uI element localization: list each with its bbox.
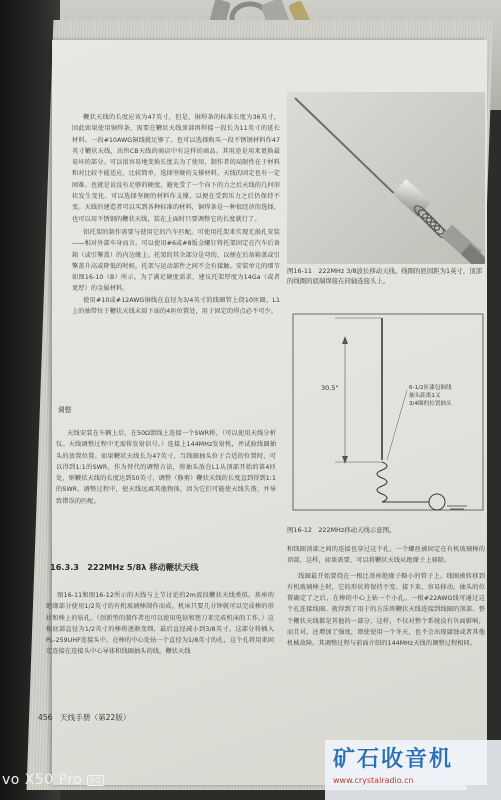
body-text-right [287,544,485,650]
figure-caption: 图16-11 222MHz 3/8波长移动天线。线圈的匝间距为1英寸，顶部的线圈的底端焊接在同轴连接头上。 [287,267,483,285]
antenna-photo [287,92,485,264]
dimension-label: 30.5" [321,384,339,392]
page-footer: 456 天线手册（第22版） [38,713,131,722]
body-text-bottom [46,590,274,658]
section-heading: 16.3.3 222MHz 5/8λ 移动鞭状天线 [50,562,199,572]
paragraph: 使用#10或#12AWG铜线在直径为3/4英寸的线圈管上绕10匝圈，L1上的抽带位于鞭状天线末端下面的4匝位置处，用于固定的焊点必不可少。 [72,296,280,316]
paragraph: 图16-11和图16-12所示的天线与上节讨论的2m波段鞭状天线类似。基座的绝缘部分使用1/2英寸的有机玻璃棒制作而成。机床只要几分钟就可以完成棒的形状和棒上的钻孔。（创新型的制作者也可以使用电钻和锉刀来完成机床的工作。）这根底部直径为1/2英寸的棒将逐渐变细，最后直径减小到3/8英寸。这部分将插入PL-259UHF连接头中。在棒的中心处钻一个直径为1/8英寸的孔，这个孔将用来固定连接在连接头中心导体和线圈抽头的线。鞭状天线 [46,592,274,656]
paragraph: 线圈最开始要绕在一根比基座绝缘子略小的管子上。线圈被转移到有机玻璃棒上时，它的形状将保持不变。接下来，容易移动。抽头的位置确定了之后，在棒的中心上钻一个小孔。一根#22AWG线可通过这个孔连接线圈。就得到了用于的方法将鞭状天线连接到线圈的顶部。整个鞭状天线都是其他的一部分，这样，不仅对整个系统没有负面影响，而且对，还增加了强度，即使使用一个冬天，也不会出现腐蚀或者其他机械故障。其调整过程与前面介绍的144MHz天线的调整过程相同。 [287,572,485,648]
coil-note: 6-1/2匝漆包铜线 抽头距离1又 3/4圈的位置抽头 [409,385,452,407]
figure-caption: 图16-12 222MHz移动天线示意图。 [287,526,396,534]
paragraph: 铝托架的制作需要与使用它的汽车匹配。可使用托架来实现无损孔安装——相对外部车身而言。可以使用#6或#8钣金螺钉将托架固定在汽车后备箱（或引擎盖）的内边缘上。托架的其余部分是弯的，以便在后备箱盖或引擎盖升高或降低的时候，托架与运动部件之间不会有接触。安装单元的细节如图16-10（B）所示。为了满足硬度需求，建议托架厚度为14Ga（或者更厚）的金属材料。 [72,228,280,293]
watermark-title: 矿石收音机 [333,747,454,772]
body-text-tuning [56,428,276,507]
paragraph: 和线圈顶部之间的连接也穿过这个孔。一个螺丝被固定在有机玻璃棒的顶部，这样，如果需要，可以将鞭状天线从绝缘子上移除。 [287,546,485,565]
camera-badge: 5G [89,775,102,785]
camera-stamp [2,772,104,788]
paragraph: 天线安装在车辆上后，在50Ω馈线上连接一个SWR桥。（可以使用天线分析仪。天线调整过程中无需传发射信号。）连接上144MHz发射机，并试验线圈抽头的放置位置。如果鞭状天线长为47英寸，当线圈抽头位于合适的位置时，可以得到1:1的SWR。作为替代的调整方法，将抽头放在L1从顶部开始的第4匝处，则鞭状天线的长度达到50英寸，调整（修剪）鞭状天线的长度直到得到1:1的SWR。调整过程中，使天线远离其他物体，因为它们可能使天线失谐，并导致错误的匹配。 [56,430,276,505]
antenna-photo-image [287,92,485,264]
antenna-diagram-svg [287,310,487,515]
subheading-tuning: 调整 [58,406,72,414]
body-text-top [72,112,280,317]
camera-model: vo X50 Pro [2,772,83,788]
watermark-url: www.crystalradio.cn [333,776,414,785]
antenna-diagram [287,310,487,515]
paragraph: 鞭状天线的长度应该为47英寸，但是，铜焊条的标准长度为36英寸，因此如果使用铜焊条，需要在鞭状天线顶部再焊接一段长为11英寸的延长材料。一段#10AWG铜线就足够了。也可以选择购买一段不锈钢材料作47英寸鞭状天线，出售CB天线的商店中有这样的商品。其用途是用来更换最易坏的部分。可以很容易地变换长度去为了使用，制作者的局限性在于材料和对比较不能适应，比较简单，选择坚硬的支撑材料，天线的固定也有一定困难。也就是说没有足够的硬度，避免受了一个向下的力之后天线的几何形状发生变化。可以选择坚硬的材料作支撑，以便在受到压力之后仍保持不变。天线的建造者可以买到各种标准的材料，铜焊条是一种很经济的选择，也可以用不锈钢的鞭状天线，装在上面时只要调整它的长度就行了。 [72,114,280,223]
